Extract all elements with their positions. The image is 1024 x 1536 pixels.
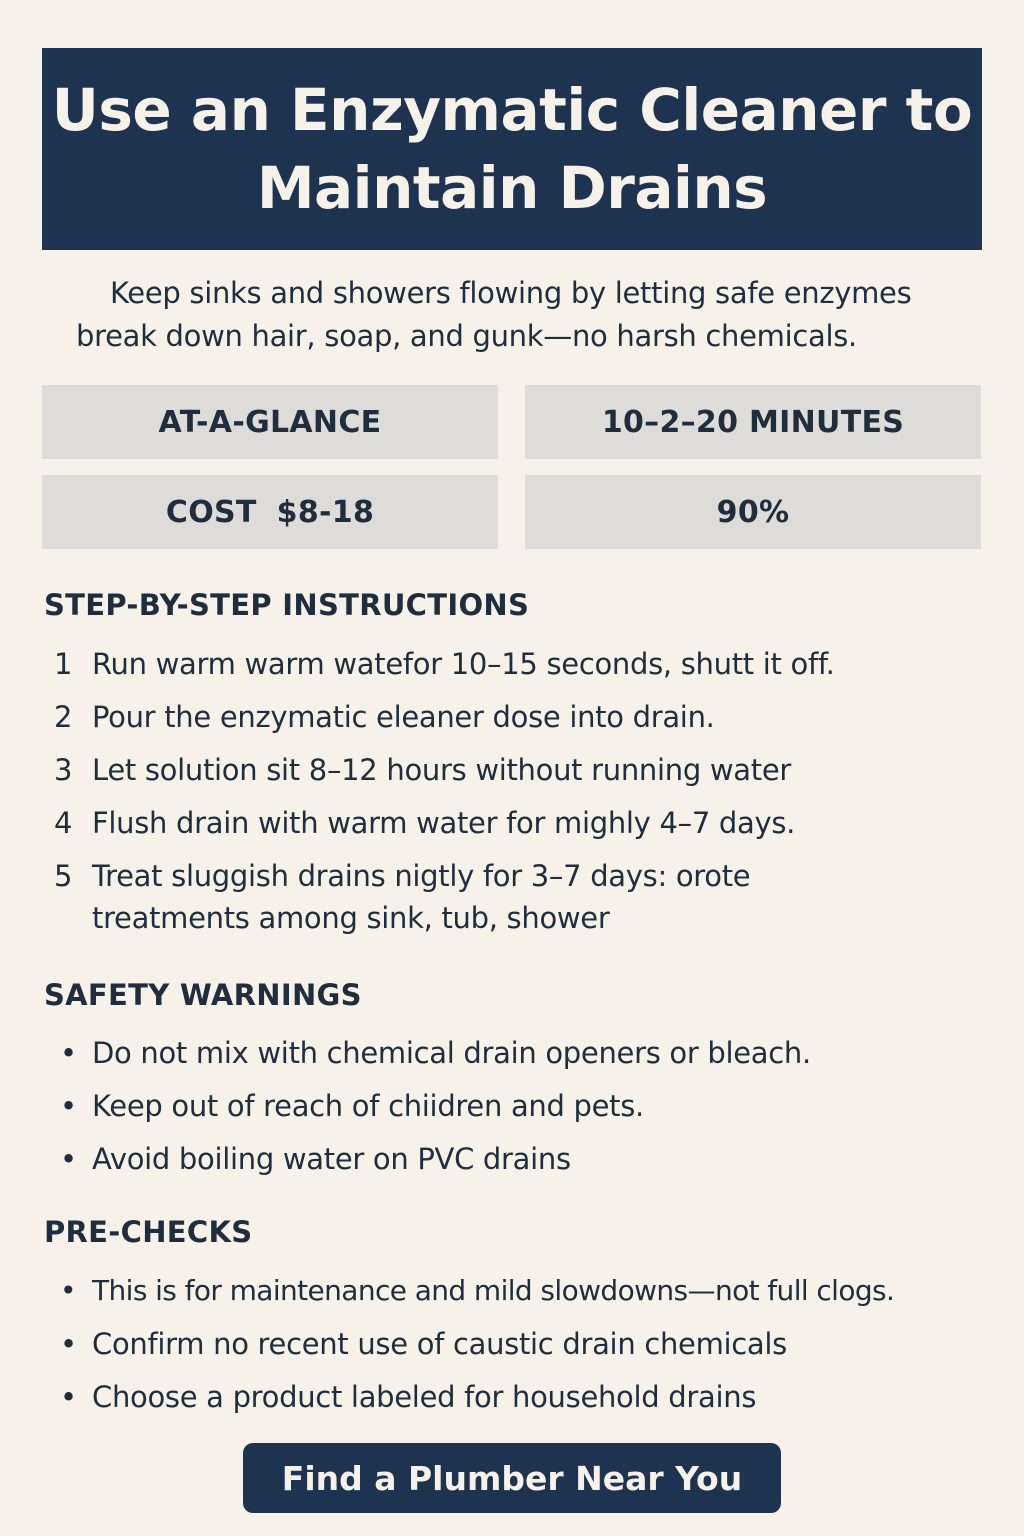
precheck-item <box>60 1376 1010 1418</box>
step-text: Let solution sit 8–12 hours without running water <box>92 753 792 787</box>
step-number: 4 <box>54 806 73 840</box>
safety-text: Keep out of reach of chiidren and pets. <box>92 1089 644 1123</box>
safety-item <box>60 1032 1010 1074</box>
step-text: Pour the enzymatic eleaner dose into drain. <box>92 700 715 734</box>
step-item <box>54 643 994 685</box>
step-text: Run warm warm watefor 10–15 seconds, shutt it off. <box>92 647 835 681</box>
step-item <box>54 802 994 844</box>
bullet-icon: • <box>60 1380 77 1414</box>
steps-heading: STEP-BY-STEP INSTRUCTIONS <box>44 588 530 622</box>
step-text: Flush drain with warm water for mighly 4–7 days. <box>92 806 796 840</box>
bullet-icon: • <box>60 1036 77 1070</box>
bullet-icon: • <box>60 1089 77 1123</box>
step-text: Treat sluggish drains nigtly for 3–7 days: orote treatments among sink, tub, shower <box>92 859 751 935</box>
bullet-icon: • <box>60 1327 77 1361</box>
stat-cost-value: $8-18 <box>276 494 375 530</box>
stat-cost-label: COST <box>165 494 257 530</box>
step-number: 2 <box>54 700 73 734</box>
precheck-text: This is for maintenance and mild slowdowns—not full clogs. <box>92 1274 895 1307</box>
bullet-icon: • <box>60 1142 77 1176</box>
safety-text: Do not mix with chemical drain openers or bleach. <box>92 1036 811 1070</box>
bullet-icon: • <box>60 1274 76 1307</box>
stat-time-value: 10–2–20 MINUTES <box>601 404 905 440</box>
step-item <box>54 855 812 939</box>
title-banner <box>42 48 982 250</box>
prechecks-list <box>60 1270 1010 1429</box>
intro-text: Keep sinks and showers flowing by letting safe enzymes break down hair, soap, and gunk—no harsh chemicals. <box>76 276 912 353</box>
safety-list <box>60 1032 1010 1191</box>
step-number: 5 <box>54 859 73 893</box>
find-plumber-button[interactable]: Find a Plumber Near You <box>243 1443 781 1513</box>
steps-list <box>54 643 994 950</box>
stat-at-a-glance <box>42 385 498 459</box>
stat-time <box>525 385 981 459</box>
safety-text: Avoid boiling water on PVC drains <box>92 1142 571 1176</box>
prechecks-heading: PRE-CHECKS <box>44 1215 253 1249</box>
safety-heading: SAFETY WARNINGS <box>44 978 362 1012</box>
precheck-text: Confirm no recent use of caustic drain chemicals <box>92 1327 787 1361</box>
safety-item <box>60 1085 1010 1127</box>
step-number: 1 <box>54 647 73 681</box>
precheck-item <box>60 1323 1010 1365</box>
stat-success-rate <box>525 475 981 549</box>
stat-at-a-glance-label: AT-A-GLANCE <box>158 404 382 440</box>
stat-success-value: 90% <box>716 494 790 530</box>
step-item <box>54 696 994 738</box>
page-title: Use an Enzymatic Cleaner to Maintain Drains <box>51 76 973 222</box>
precheck-text: Choose a product labeled for household drains <box>92 1380 757 1414</box>
step-number: 3 <box>54 753 73 787</box>
step-item <box>54 749 994 791</box>
safety-item <box>60 1138 1010 1180</box>
stat-cost <box>42 475 498 549</box>
precheck-item <box>60 1270 1010 1312</box>
